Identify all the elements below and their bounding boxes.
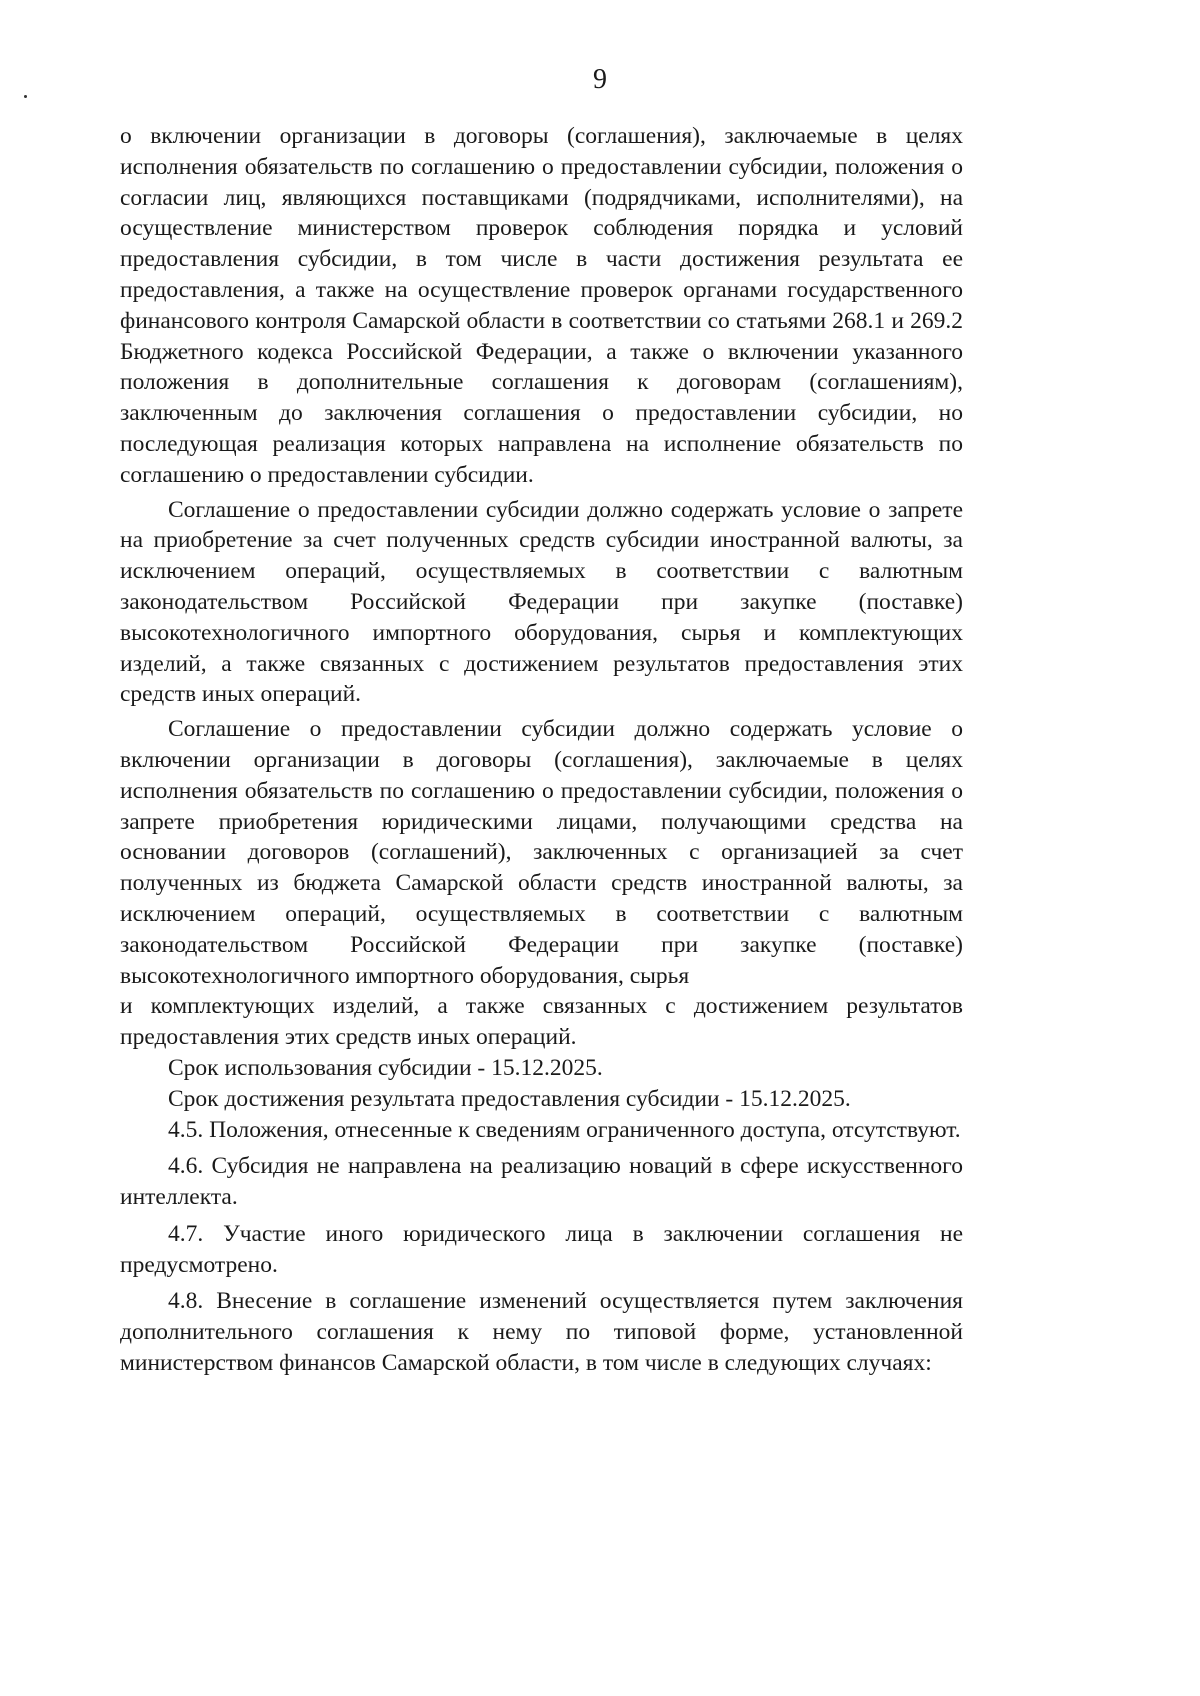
- paragraph-result-deadline: Срок достижения результата предоставления субсидии - 15.12.2025.: [168, 1085, 851, 1112]
- paragraph-currency-prohibition: Соглашение о предоставлении субсидии должно содержать условие о запрете на приобретение за счет полученных средств субсидии иностранной валюты, за исключением операций, осуществляемых в соответствии с валютным законодательством Российской Федерации при закупке (поставке) высокотехнологичного импортного оборудования, сырья и комплектующих изделий, а также связанных с достижением результатов предоставления этих средств иных операций.: [120, 496, 963, 708]
- paragraph-contract-inclusion-end: и комплектующих изделий, а также связанных с достижением результатов предоставления этих средств иных операций.: [120, 993, 963, 1051]
- paragraph-clause-4-6: 4.6. Субсидия не направлена на реализацию новаций в сфере искусственного интеллекта.: [120, 1153, 963, 1211]
- paragraph-continuation: о включении организации в договоры (соглашения), заключаемые в целях исполнения обязательств по соглашению о предоставлении субсидии, положения о согласии лиц, являющихся поставщиками (подрядчиками, исполнителями), на осуществление министерством проверок соблюдения порядка и условий предоставления субсидии, в том числе в части достижения результата ее предоставления, а также на осуществление проверок органами государственного финансового контроля Самарской области в соответствии со статьями 268.1 и 269.2 Бюджетного кодекса Российской Федерации, а также о включении указанного положения в дополнительные соглашения к договорам (соглашениям), заключенным до заключения соглашения о предоставлении субсидии, но последующая реализация которых направлена на исполнение обязательств по соглашению о предоставлении субсидии.: [120, 123, 963, 488]
- paragraph-usage-deadline: Срок использования субсидии - 15.12.2025.: [168, 1054, 603, 1081]
- paragraph-clause-4-7: 4.7. Участие иного юридического лица в заключении соглашения не предусмотрено.: [120, 1220, 963, 1278]
- document-body: [120, 121, 963, 1379]
- paragraph-contract-inclusion: Соглашение о предоставлении субсидии должно содержать условие о включении организации в договоры (соглашения), заключаемые в целях исполнения обязательств по соглашению о предоставлении субсидии, положения о запрете приобретения юридическими лицами, получающими средства на основании договоров (соглашений), заключенных с организацией за счет полученных из бюджета Самарской области средств иностранной валюты, за исключением операций, осуществляемых в соответствии с валютным законодательством Российской Федерации при закупке (поставке) высокотехнологичного импортного оборудования, сырья: [120, 716, 963, 989]
- paragraph-clause-4-8: 4.8. Внесение в соглашение изменений осуществляется путем заключения дополнительного соглашения к нему по типовой форме, установленной министерством финансов Самарской области, в том числе в следующих случаях:: [120, 1288, 963, 1377]
- paragraph-clause-4-5: 4.5. Положения, отнесенные к сведениям ограниченного доступа, отсутствуют.: [168, 1116, 961, 1143]
- page-number: 9: [593, 64, 607, 95]
